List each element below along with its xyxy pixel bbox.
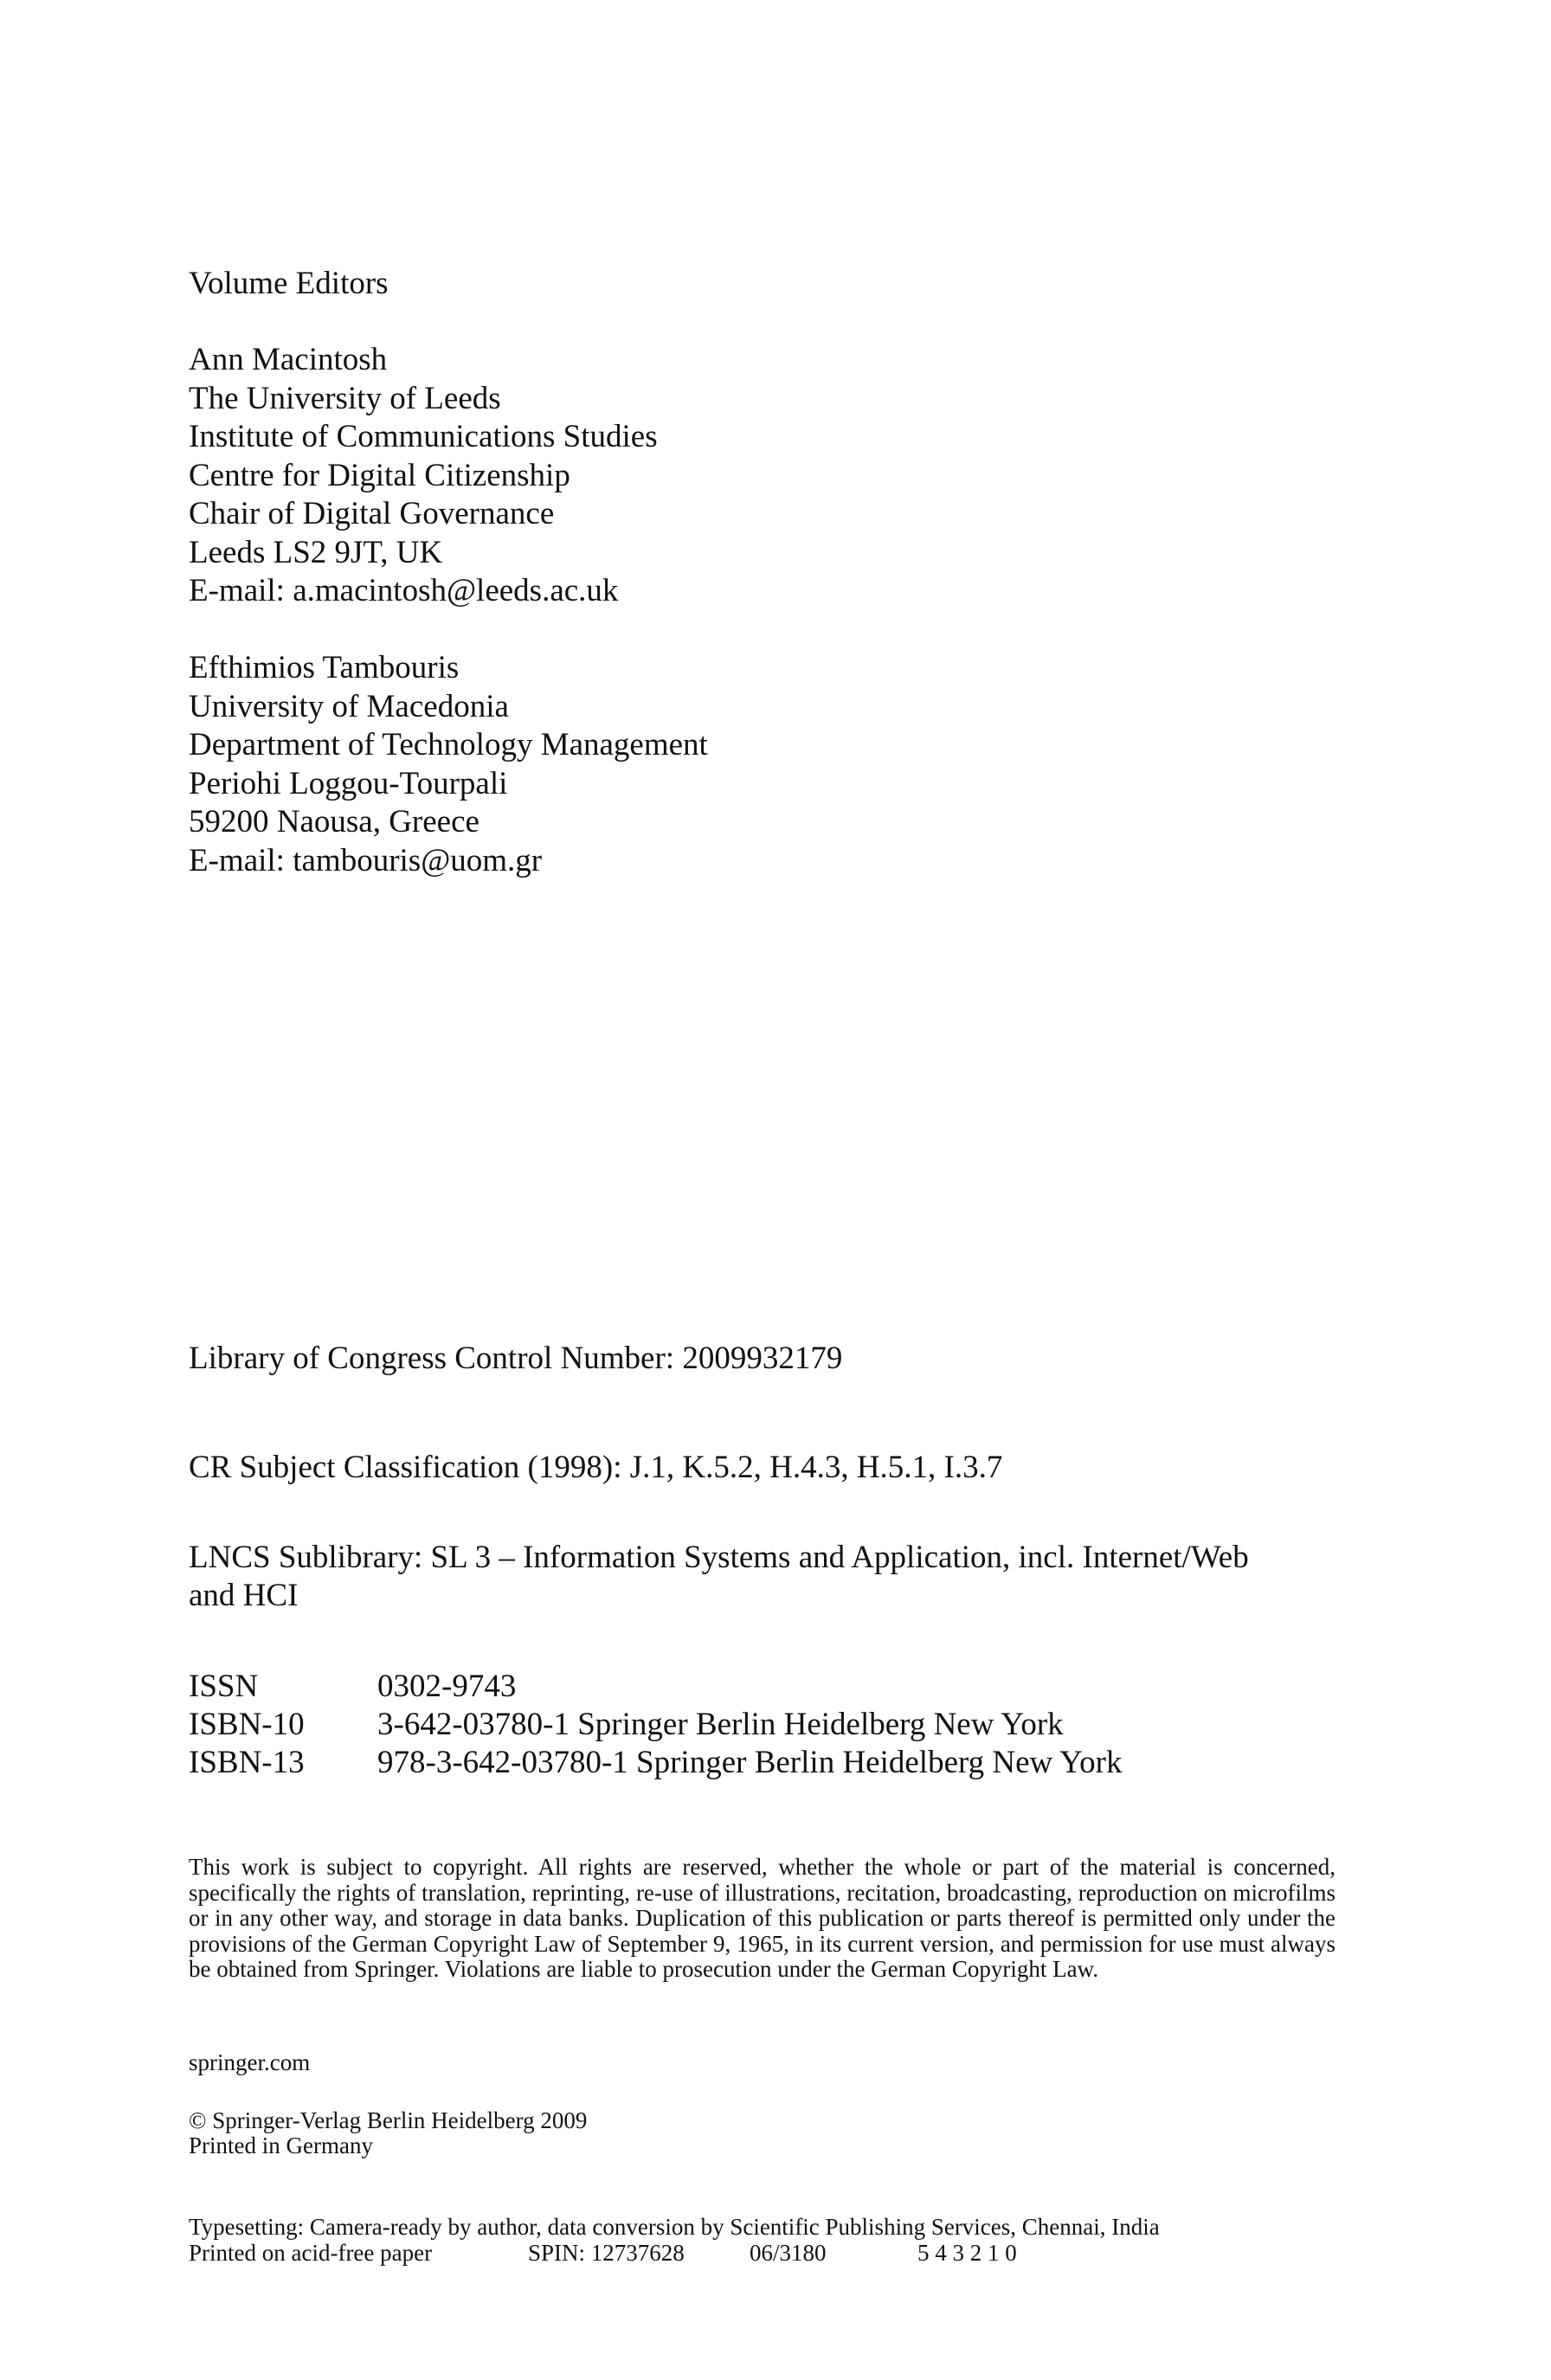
editor-address-line: 59200 Naousa, Greece (189, 804, 479, 839)
paper-info: Printed on acid-free paper (189, 2240, 433, 2266)
identifier-label: ISBN-13 (189, 1745, 305, 1780)
editor-affiliation-line: Centre for Digital Citizenship (189, 457, 570, 493)
volume-editors-heading: Volume Editors (189, 266, 389, 301)
spin-number: SPIN: 12737628 (528, 2240, 685, 2266)
editor-address-line: Periohi Loggou-Tourpali (189, 765, 508, 801)
lncs-sublibrary-line-1: LNCS Sublibrary: SL 3 – Information Systems and Application, incl. Internet/Web (189, 1540, 1249, 1575)
editor-affiliation-line: Chair of Digital Governance (189, 496, 555, 531)
editor-name: Efthimios Tambouris (189, 650, 460, 685)
editor-email: E-mail: tambouris@uom.gr (189, 842, 543, 878)
editor-block-macintosh (189, 341, 658, 611)
editor-name: Ann Macintosh (189, 342, 388, 377)
editor-email: E-mail: a.macintosh@leeds.ac.uk (189, 573, 619, 608)
identifier-label: ISBN-10 (189, 1707, 305, 1742)
copyright-notice: This work is subject to copyright. All rights are reserved, whether the whole or part of the material is concerned, specifically the rights of translation, reprinting, re-use of illustrations, recitation, broadcasting, reproduction on microfilms or in any other way, and storage in data banks. Duplication of this publication or parts thereof is permitted only under the provisions of the German Copyright Law of September 9, 1965, in its current version, and permission for use must always be obtained from Springer. Violations are liable to prosecution under the German Copyright Law. (189, 1854, 1335, 1982)
editor-affiliation-line: The University of Leeds (189, 380, 501, 416)
editor-affiliation-line: Department of Technology Management (189, 727, 708, 762)
lccn-line: Library of Congress Control Number: 2009932179 (189, 1341, 843, 1376)
printing-line: 5 4 3 2 1 0 (917, 2240, 1017, 2266)
editor-address-line: Leeds LS2 9JT, UK (189, 534, 443, 570)
copyright-line: © Springer-Verlag Berlin Heidelberg 2009 (189, 2107, 588, 2133)
lncs-sublibrary-line-2: and HCI (189, 1578, 299, 1613)
identifier-value: 0302-9743 (377, 1669, 517, 1704)
editor-affiliation-line: University of Macedonia (189, 688, 509, 724)
cr-classification-line: CR Subject Classification (1998): J.1, K.5.2, H.4.3, H.5.1, I.3.7 (189, 1450, 1003, 1485)
identifier-value: 978-3-642-03780-1 Springer Berlin Heidelberg New York (377, 1745, 1123, 1780)
editor-affiliation-line: Institute of Communications Studies (189, 419, 658, 454)
print-code: 06/3180 (750, 2240, 827, 2266)
identifier-value: 3-642-03780-1 Springer Berlin Heidelberg New York (377, 1707, 1064, 1742)
printed-in-line: Printed in Germany (189, 2132, 373, 2158)
identifier-label: ISSN (189, 1669, 259, 1704)
website-line: springer.com (189, 2049, 311, 2075)
typesetting-line: Typesetting: Camera-ready by author, data conversion by Scientific Publishing Services, Chennai, India (189, 2214, 1160, 2240)
editor-block-tambouris (189, 649, 708, 880)
